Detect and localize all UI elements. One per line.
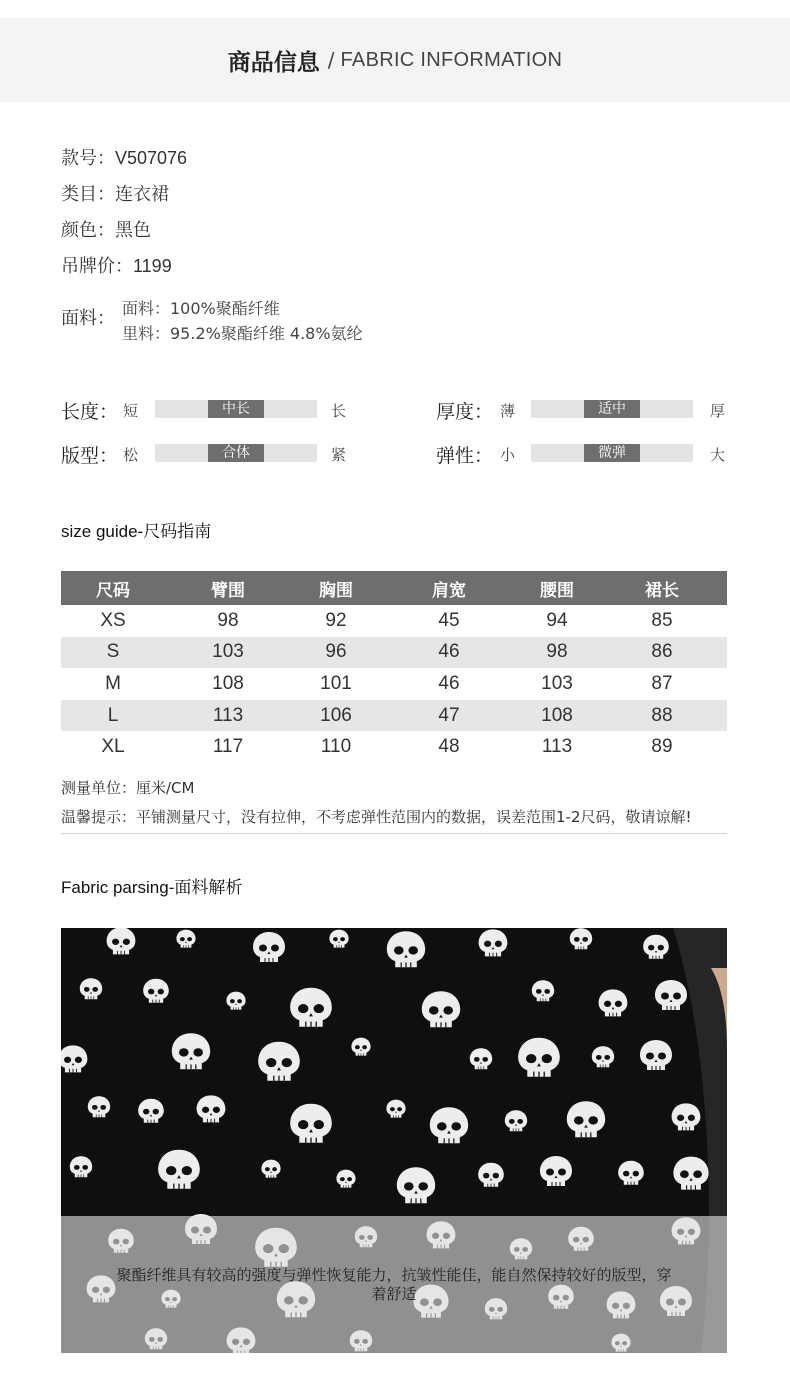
tag-price-row xyxy=(61,252,172,278)
table-cell: 96 xyxy=(291,637,381,669)
table-row xyxy=(61,700,727,732)
elasticity-bar xyxy=(531,444,693,462)
table-cell: XL xyxy=(101,736,125,758)
table-row xyxy=(61,731,727,763)
size-table-header xyxy=(61,571,727,605)
fabric-caption: 聚酯纤维具有较高的强度与弹性恢复能力，抗皱性能佳，能自然保持较好的版型，穿着舒适 xyxy=(116,1265,672,1303)
header-title-en: FABRIC INFORMATION xyxy=(340,48,563,71)
table-cell: 86 xyxy=(597,637,727,669)
divider xyxy=(61,833,727,834)
col-header: 肩宽 xyxy=(381,571,517,605)
fabric-caption-overlay xyxy=(61,1216,727,1353)
color-value: 黑色 xyxy=(115,220,151,241)
table-cell: 117 xyxy=(212,736,244,758)
size-guide-title-zh: 尺码指南 xyxy=(143,522,212,542)
table-cell: 92 xyxy=(325,609,347,631)
table-cell: 94 xyxy=(546,609,568,631)
table-cell: 89 xyxy=(651,736,673,758)
col-header: 裙长 xyxy=(597,571,727,605)
outer-fabric: 面料：100%聚酯纤维 xyxy=(122,299,280,318)
elasticity-mark: 微弹 xyxy=(584,444,640,462)
fabric-photo xyxy=(61,928,727,1353)
color-label: 颜色： xyxy=(61,220,115,241)
measurement-unit: 测量单位：厘米/CM xyxy=(61,779,195,797)
table-cell: 48 xyxy=(438,736,460,758)
style-number-row xyxy=(61,144,187,170)
fabric-parsing-title-zh: 面料解析 xyxy=(174,878,243,898)
table-cell: 108 xyxy=(212,672,244,694)
table-row xyxy=(61,637,727,669)
table-cell: L xyxy=(61,700,165,732)
table-cell: 110 xyxy=(320,736,352,758)
page-header xyxy=(0,18,790,102)
table-cell: M xyxy=(105,672,121,694)
fabric-label: 面料： xyxy=(61,308,115,329)
thickness-label: 厚度： xyxy=(436,401,494,423)
fit-scale xyxy=(61,441,361,467)
thickness-mark: 适中 xyxy=(584,400,640,418)
header-title-zh: 商品信息 xyxy=(227,49,320,76)
length-bar xyxy=(155,400,317,418)
tag-price-value: 1199 xyxy=(133,256,172,276)
length-mark: 中长 xyxy=(208,400,264,418)
style-number-value: V507076 xyxy=(115,148,188,168)
lining-fabric: 里料：95.2%聚酯纤维 4.8%氨纶 xyxy=(122,324,363,343)
fit-low: 松 xyxy=(123,446,139,464)
category-value: 连衣裙 xyxy=(115,184,169,205)
thickness-high: 厚 xyxy=(710,402,726,420)
elasticity-low: 小 xyxy=(500,446,516,464)
color-row xyxy=(61,216,151,242)
table-cell: 108 xyxy=(517,700,597,732)
table-cell: S xyxy=(61,637,165,669)
table-cell: 98 xyxy=(517,637,597,669)
table-cell: 47 xyxy=(381,700,517,732)
thickness-low: 薄 xyxy=(500,402,516,420)
fabric-parsing-title xyxy=(61,873,242,898)
fit-label: 版型： xyxy=(61,445,119,467)
category-label: 类目： xyxy=(61,184,115,205)
table-cell: 113 xyxy=(165,700,291,732)
col-header: 腰围 xyxy=(517,571,597,605)
table-cell: 103 xyxy=(165,637,291,669)
thickness-bar xyxy=(531,400,693,418)
size-tip: 温馨提示：平铺测量尺寸，没有拉伸，不考虑弹性范围内的数据，误差范围1-2尺码，敬请谅解! xyxy=(61,808,692,826)
table-row xyxy=(61,605,727,637)
header-separator: / xyxy=(327,48,335,72)
length-label: 长度： xyxy=(61,401,119,423)
size-table xyxy=(61,571,727,763)
length-scale xyxy=(61,397,361,423)
table-cell: 106 xyxy=(291,700,381,732)
fit-mark: 合体 xyxy=(208,444,264,462)
length-low: 短 xyxy=(123,402,139,420)
col-header: 臂围 xyxy=(165,571,291,605)
table-row xyxy=(61,668,727,700)
table-cell: 98 xyxy=(217,609,239,631)
table-cell: 46 xyxy=(438,672,460,694)
style-number-label: 款号： xyxy=(61,148,115,169)
table-cell: 88 xyxy=(597,700,727,732)
table-cell: 46 xyxy=(381,637,517,669)
table-cell: 113 xyxy=(541,736,573,758)
thickness-scale xyxy=(436,397,736,423)
table-cell: XS xyxy=(100,609,126,631)
col-header: 胸围 xyxy=(291,571,381,605)
elasticity-scale xyxy=(436,441,736,467)
table-cell: 101 xyxy=(320,672,352,694)
elasticity-label: 弹性： xyxy=(436,445,494,467)
fit-bar xyxy=(155,444,317,462)
table-cell: 85 xyxy=(651,609,673,631)
fabric-composition xyxy=(122,296,363,346)
table-cell: 45 xyxy=(438,609,460,631)
col-header: 尺码 xyxy=(61,571,165,605)
tag-price-label: 吊牌价： xyxy=(61,256,133,277)
size-guide-title xyxy=(61,517,211,542)
elasticity-high: 大 xyxy=(710,446,726,464)
table-cell: 87 xyxy=(651,672,673,694)
table-cell: 103 xyxy=(541,672,573,694)
size-guide-title-en: size guide- xyxy=(61,522,144,541)
length-high: 长 xyxy=(331,402,347,420)
category-row xyxy=(61,180,169,206)
fit-high: 紧 xyxy=(331,446,347,464)
fabric-parsing-title-en: Fabric parsing- xyxy=(61,878,175,897)
